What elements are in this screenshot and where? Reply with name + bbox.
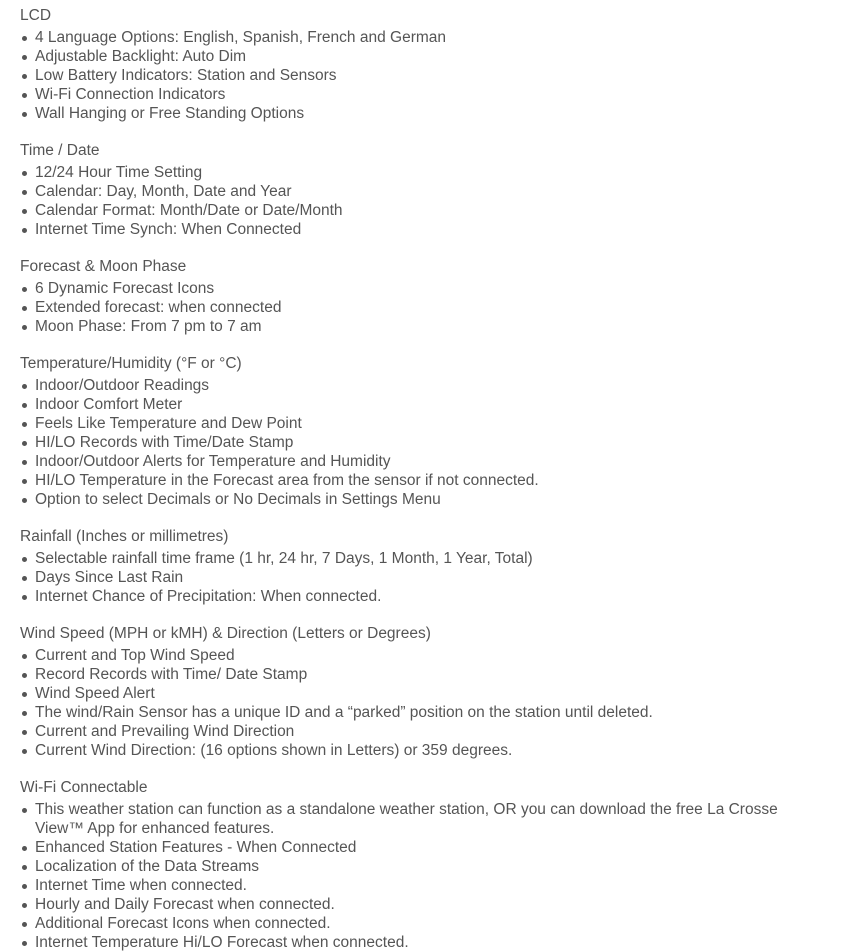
list-item: Extended forecast: when connected bbox=[20, 298, 825, 317]
list-item: 6 Dynamic Forecast Icons bbox=[20, 279, 825, 298]
list-item: Record Records with Time/ Date Stamp bbox=[20, 665, 825, 684]
list-item: The wind/Rain Sensor has a unique ID and a “parked” position on the station until deleted. bbox=[20, 703, 825, 722]
section-time-date bbox=[20, 141, 850, 239]
section-title: LCD bbox=[20, 7, 52, 24]
section-wind bbox=[20, 624, 850, 760]
list-item: 12/24 Hour Time Setting bbox=[20, 163, 825, 182]
list-item: Hourly and Daily Forecast when connected. bbox=[20, 895, 825, 914]
section-title: Time / Date bbox=[20, 142, 100, 159]
list-item: Selectable rainfall time frame (1 hr, 24 hr, 7 Days, 1 Month, 1 Year, Total) bbox=[20, 549, 825, 568]
section-title: Forecast & Moon Phase bbox=[20, 258, 187, 275]
section-temperature-humidity bbox=[20, 354, 850, 509]
list-item: Internet Time Synch: When Connected bbox=[20, 220, 825, 239]
list-item: Internet Chance of Precipitation: When connected. bbox=[20, 587, 825, 606]
spec-list bbox=[20, 549, 850, 606]
list-item: Wind Speed Alert bbox=[20, 684, 825, 703]
section-rainfall bbox=[20, 527, 850, 606]
list-item: Wi-Fi Connection Indicators bbox=[20, 85, 825, 104]
spec-list bbox=[20, 800, 850, 952]
list-item: HI/LO Temperature in the Forecast area from the sensor if not connected. bbox=[20, 471, 825, 490]
list-item: Internet Temperature Hi/LO Forecast when connected. bbox=[20, 933, 825, 952]
list-item: Days Since Last Rain bbox=[20, 568, 825, 587]
list-item: Low Battery Indicators: Station and Sensors bbox=[20, 66, 825, 85]
list-item: HI/LO Records with Time/Date Stamp bbox=[20, 433, 825, 452]
list-item: Localization of the Data Streams bbox=[20, 857, 825, 876]
section-forecast-moon bbox=[20, 257, 850, 336]
list-item: Wall Hanging or Free Standing Options bbox=[20, 104, 825, 123]
section-title: Rainfall (Inches or millimetres) bbox=[20, 528, 229, 545]
list-item: Additional Forecast Icons when connected. bbox=[20, 914, 825, 933]
list-item: Calendar Format: Month/Date or Date/Month bbox=[20, 201, 825, 220]
list-item: Enhanced Station Features - When Connected bbox=[20, 838, 825, 857]
list-item: This weather station can function as a standalone weather station, OR you can download the free La Crosse View™ App for enhanced features. bbox=[20, 800, 825, 838]
section-wifi bbox=[20, 778, 850, 952]
list-item: Current Wind Direction: (16 options shown in Letters) or 359 degrees. bbox=[20, 741, 825, 760]
list-item: Internet Time when connected. bbox=[20, 876, 825, 895]
section-lcd bbox=[20, 6, 850, 123]
list-item: Moon Phase: From 7 pm to 7 am bbox=[20, 317, 825, 336]
list-item: Current and Top Wind Speed bbox=[20, 646, 825, 665]
spec-list bbox=[20, 646, 850, 760]
list-item: Feels Like Temperature and Dew Point bbox=[20, 414, 825, 433]
spec-list bbox=[20, 279, 850, 336]
list-item: Indoor Comfort Meter bbox=[20, 395, 825, 414]
spec-list bbox=[20, 163, 850, 239]
list-item: Calendar: Day, Month, Date and Year bbox=[20, 182, 825, 201]
list-item: 4 Language Options: English, Spanish, French and German bbox=[20, 28, 825, 47]
list-item: Current and Prevailing Wind Direction bbox=[20, 722, 825, 741]
list-item: Adjustable Backlight: Auto Dim bbox=[20, 47, 825, 66]
section-title: Temperature/Humidity (°F or °C) bbox=[20, 355, 242, 372]
list-item: Indoor/Outdoor Readings bbox=[20, 376, 825, 395]
section-title: Wi-Fi Connectable bbox=[20, 779, 148, 796]
list-item: Option to select Decimals or No Decimals in Settings Menu bbox=[20, 490, 825, 509]
spec-list bbox=[20, 28, 850, 123]
spec-list bbox=[20, 376, 850, 509]
list-item: Indoor/Outdoor Alerts for Temperature and Humidity bbox=[20, 452, 825, 471]
section-title: Wind Speed (MPH or kMH) & Direction (Letters or Degrees) bbox=[20, 625, 431, 642]
